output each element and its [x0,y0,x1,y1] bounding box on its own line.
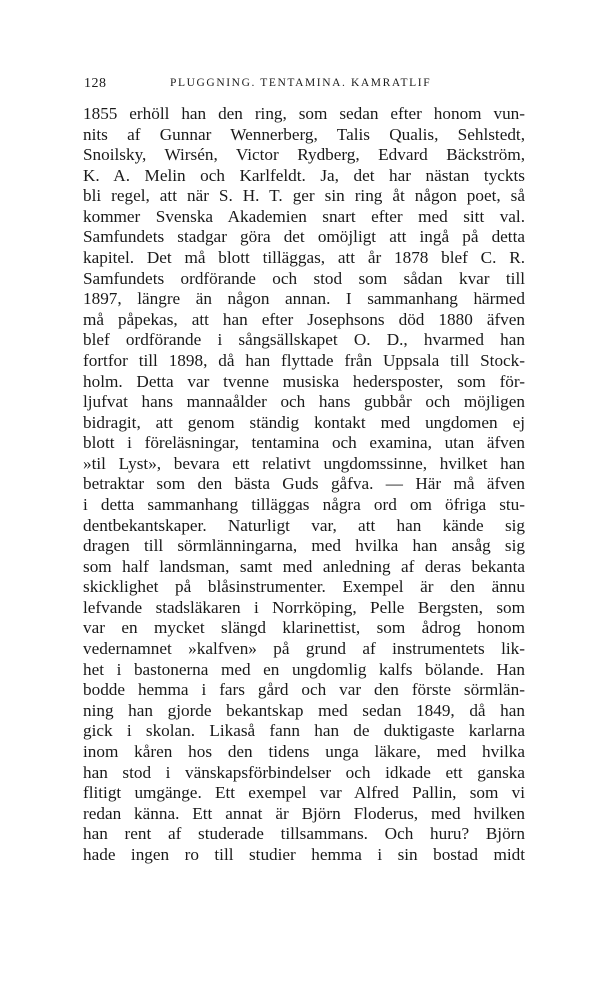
text-line: han stod i vänskapsförbindelser och idkade ett ganska [83,762,525,782]
text-line: het i bastonerna med en ungdomlig kalfs bölande. Han [83,659,525,679]
text-line: som half landsman, samt med anledning af deras bekanta [83,556,525,576]
text-line: bidragit, att genom ständig kontakt med ungdomen ej [83,412,525,432]
running-head [84,76,524,96]
text-line: kapitel. Det må blott tilläggas, att år 1878 blef C. R. [83,248,525,268]
text-line: i detta sammanhang tilläggas några ord om öfriga stu- [83,494,525,514]
text-line: hade ingen ro till studier hemma i sin bostad midt [83,844,525,864]
text-line: ning han gjorde bekantskap med sedan 1849, då han [83,700,525,720]
text-line: dragen till sörmlänningarna, med hvilka han ansåg sig [83,536,525,556]
text-line: bli regel, att när S. H. T. ger sin ring åt någon poet, så [83,186,525,206]
text-line: K. A. Melin och Karlfeldt. Ja, det har nästan tyckts [83,165,525,185]
text-line: var en mycket slängd klarinettist, som ådrog honom [83,618,525,638]
text-line: gick i skolan. Likaså fann han de duktigaste karlarna [83,721,525,741]
text-line: lefvande stadsläkaren i Norrköping, Pelle Bergsten, som [83,597,525,617]
text-line: holm. Detta var tvenne musiska hedersposter, som för- [83,371,525,391]
text-line: inom kåren hos den tidens unga läkare, med hvilka [83,741,525,761]
text-line: 1897, längre än någon annan. I sammanhang härmed [83,289,525,309]
text-line: må påpekas, att han efter Josephsons död 1880 äfven [83,309,525,329]
text-line: kommer Svenska Akademien snart efter med sitt val. [83,206,525,226]
page-number: 128 [84,76,107,91]
text-line: blott i föreläsningar, tentamina och examina, utan äfven [83,433,525,453]
text-line: blef ordförande i sångsällskapet O. D., hvarmed han [83,330,525,350]
text-line: dentbekantskaper. Naturligt var, att han kände sig [83,515,525,535]
text-line: Samfundets stadgar göra det omöjligt att ingå på detta [83,227,525,247]
text-line: Snoilsky, Wirsén, Victor Rydberg, Edvard Bäckström, [83,145,525,165]
text-line: nits af Gunnar Wennerberg, Talis Qualis, Sehlstedt, [83,124,525,144]
text-line: bodde hemma i fars gård och var den förste sörmlän- [83,680,525,700]
text-line: flitigt umgänge. Ett exempel var Alfred Pallin, som vi [83,783,525,803]
text-line: han rent af studerade tillsammans. Och huru? Björn [83,824,525,844]
text-line: Samfundets ordförande och stod som sådan kvar till [83,268,525,288]
text-line: ljufvat hans mannaålder och hans gubbår och möjligen [83,392,525,412]
text-line: fortfor till 1898, då han flyttade från Uppsala till Stock- [83,350,525,370]
running-title: PLUGGNING. TENTAMINA. KAMRATLIF [170,77,432,89]
text-line: »til Lyst», bevara ett relativt ungdomssinne, hvilket han [83,453,525,473]
text-line: betraktar som den bästa Guds gåfva. — Här må äfven [83,474,525,494]
text-line: 1855 erhöll han den ring, som sedan efter honom vun- [83,104,525,123]
text-line: vedernamnet »kalfven» på grund af instrumentets lik- [83,639,525,659]
text-line: redan känna. Ett annat är Björn Floderus, med hvilken [83,803,525,823]
body-text [83,104,525,865]
text-line: skicklighet på blåsinstrumenter. Exempel är den ännu [83,577,525,597]
